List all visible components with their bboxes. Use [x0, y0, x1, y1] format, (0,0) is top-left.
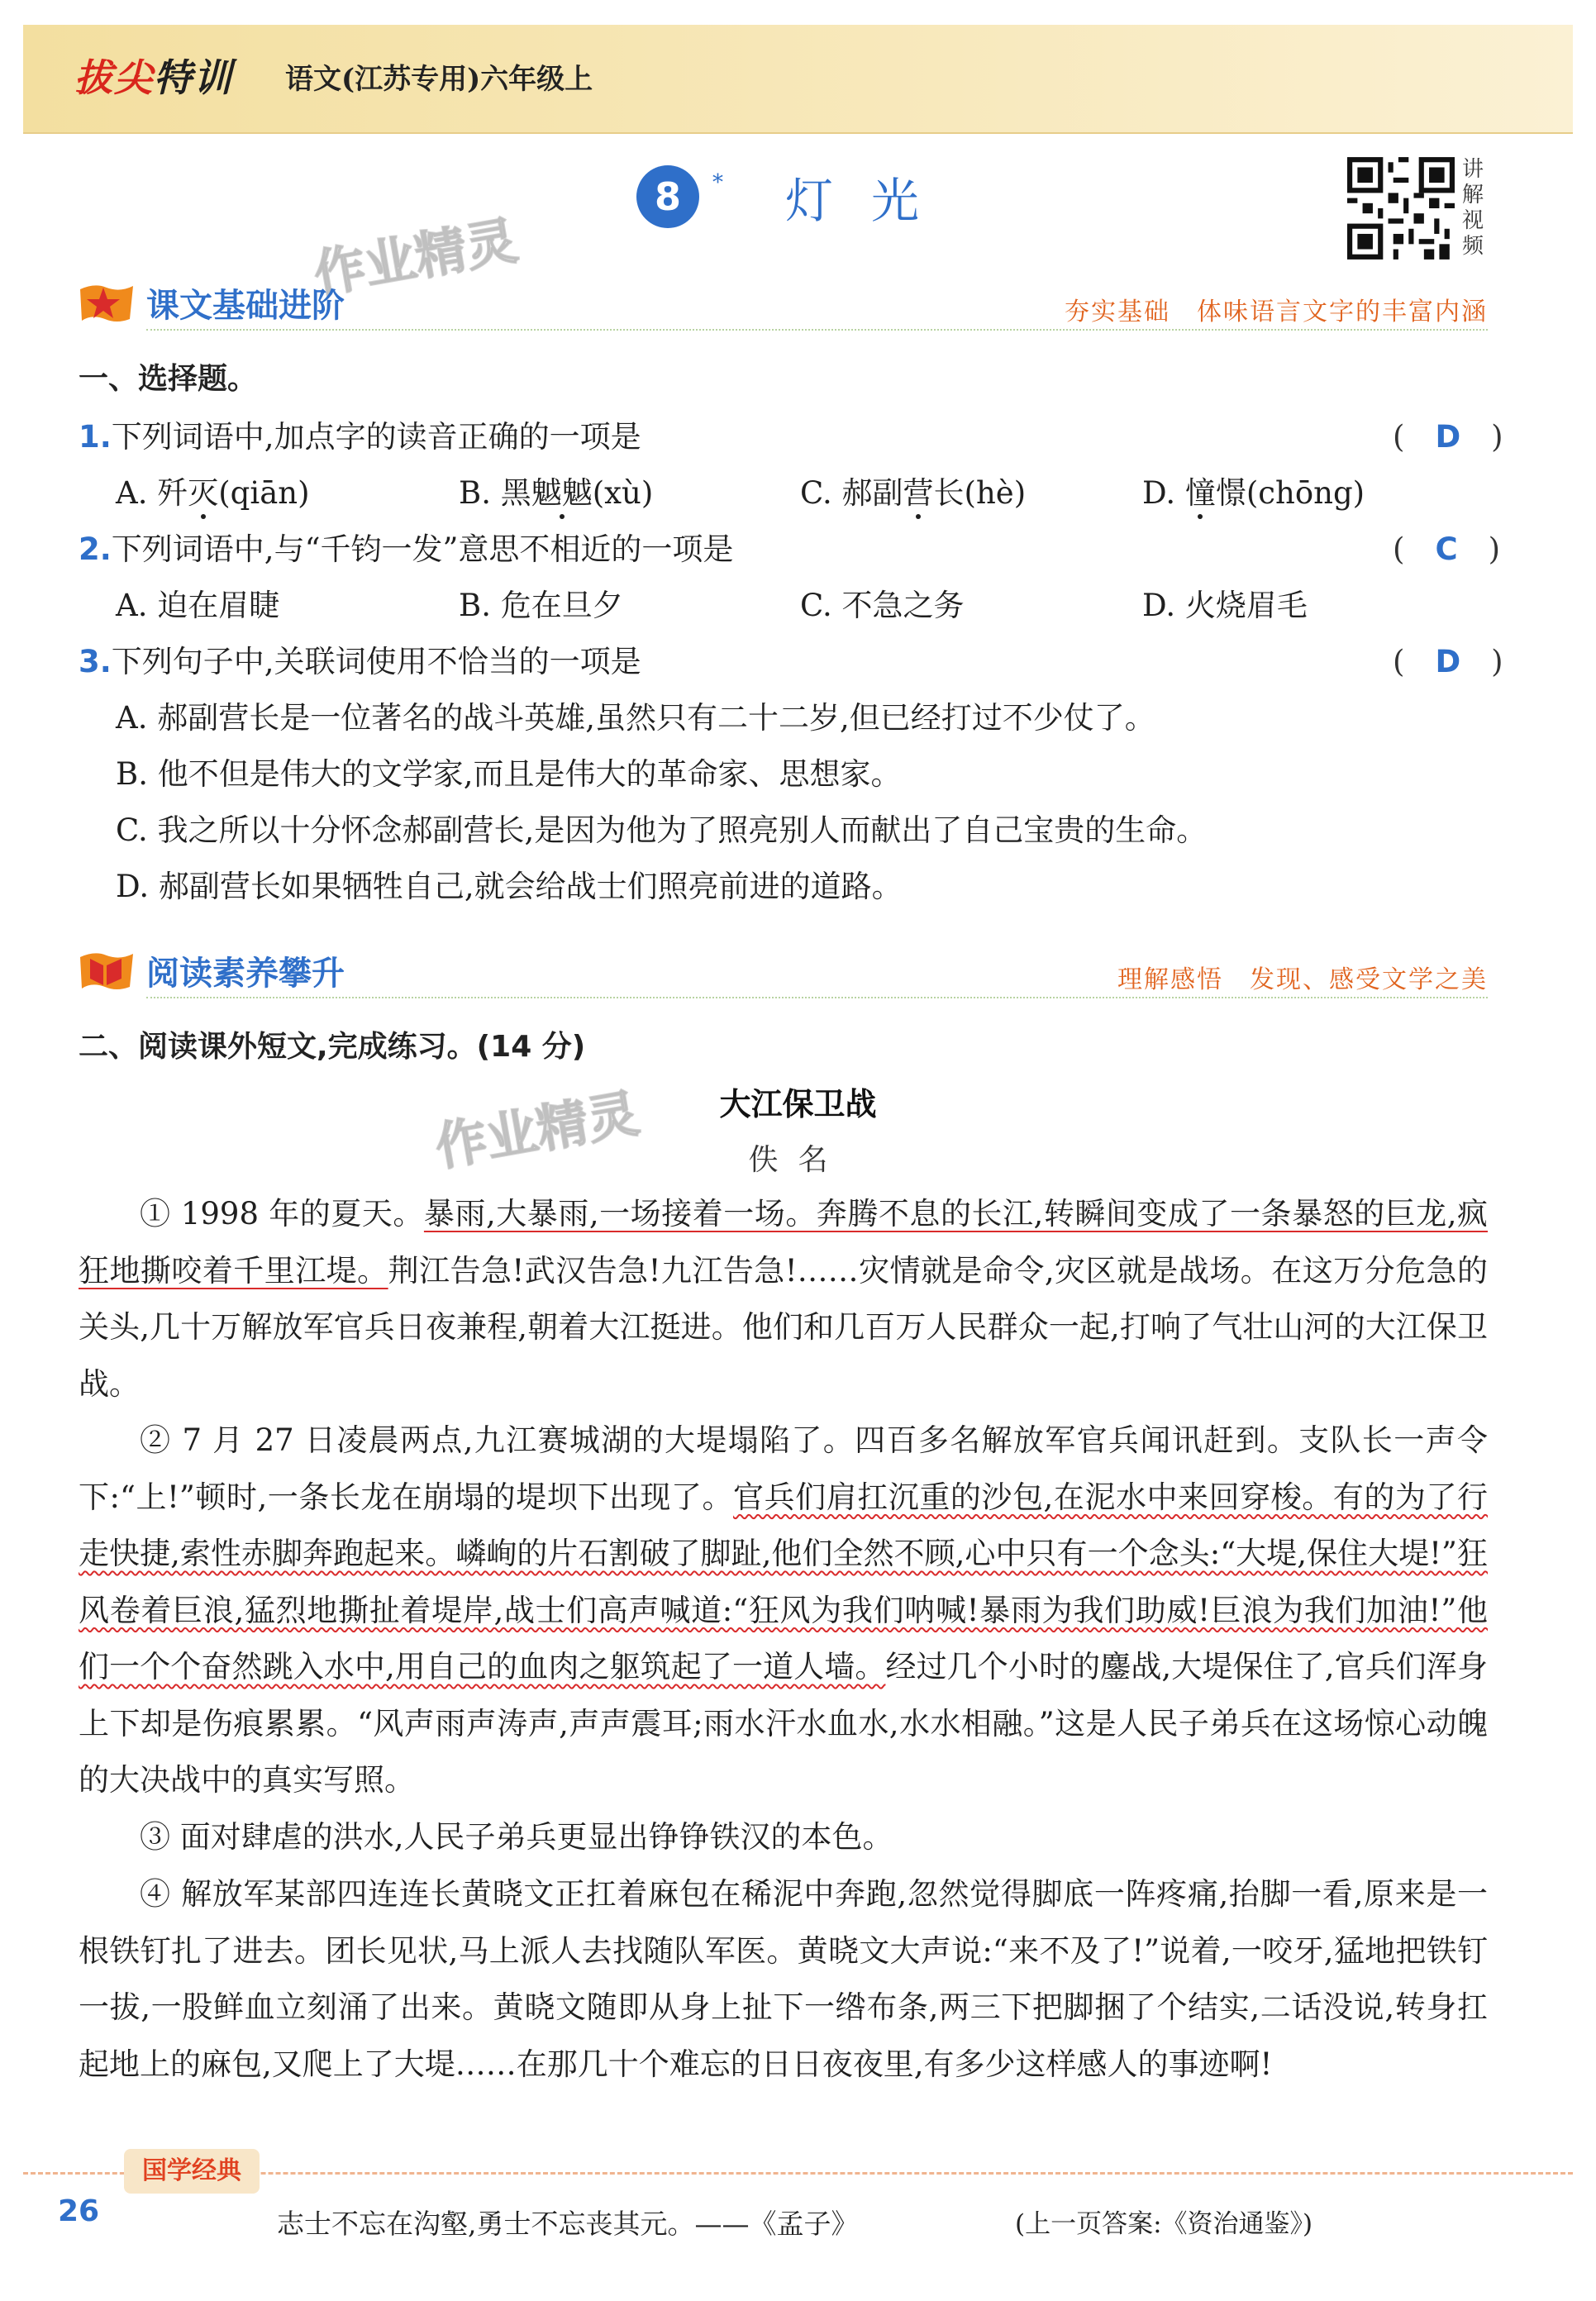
q2-option-a: A. 迫在眉睫 — [116, 588, 280, 623]
q1-option-b: B. 黑魆魆(xù) — [459, 475, 654, 511]
q1-option-d: D. 憧憬(chōng) — [1142, 475, 1365, 511]
article-title: 大江保卫战 — [719, 1086, 877, 1122]
section-bar-reading — [79, 941, 1488, 998]
lesson-number-badge: 8 — [636, 165, 699, 228]
q2-option-c: C. 不急之务 — [800, 588, 965, 623]
section-title: 阅读素养攀升 — [146, 955, 345, 993]
section-title: 课文基础进阶 — [146, 287, 345, 325]
article-author: 佚名 — [748, 1143, 848, 1177]
qr-video-label: 讲解视频 — [1461, 157, 1484, 259]
brand-logo: 拔尖特训 — [74, 55, 233, 100]
book-flag-icon — [79, 946, 135, 992]
watermark-middle: 作业精灵 — [431, 1082, 644, 1178]
q1-option-a: A. 歼灭(qiān) — [116, 475, 310, 511]
page-header — [23, 25, 1573, 134]
section-divider — [146, 329, 1488, 331]
lesson-star: * — [712, 170, 723, 195]
classics-badge: 国学经典 — [124, 2149, 260, 2194]
q3-option-a: A. 郝副营长是一位著名的战斗英雄,虽然只有二十二岁,但已经打过不少仗了。 — [116, 700, 1155, 736]
subject-label: 语文(江苏专用)六年级上 — [285, 63, 593, 96]
paragraph-3: ③ 面对肆虐的洪水,人民子弟兵更显出铮铮铁汉的本色。 — [140, 1819, 893, 1855]
star-flag-icon — [79, 278, 135, 324]
part1-heading: 一、选择题。 — [79, 362, 258, 396]
q2-option-b: B. 危在旦夕 — [459, 588, 623, 623]
paragraph-2: ② 7 月 27 日凌晨两点,九江赛城湖的大堤塌陷了。四百多名解放军官兵闻讯赶到。支队长一声令下:“上!”顿时,一条长龙在崩塌的堤坝下出现了。官兵们肩扛沉重的沙包,在泥水中来回穿梭。有的为了行走快捷,索性赤脚奔跑起来。嶙峋的片石割破了脚趾,他们全然不顾,心中只有一个念头:“大堤,保住大堤!”狂风卷着巨浪,猛烈地撕扯着堤岸,战士们高声喊道:“狂风为我们呐喊!暴雨为我们助威!巨浪为我们加油!”他们一个个奋然跳入水中,用自己的血肉之躯筑起了一道人墙。经过几个小时的鏖战,大堤保住了,官兵们浑身上下却是伤痕累累。“风声雨声涛声,声声震耳;雨水汗水血水,水水相融。”这是人民子弟兵在这场惊心动魄的大决战中的真实写照。 — [79, 1422, 1488, 1798]
q3-option-d: D. 郝副营长如果牺牲自己,就会给战士们照亮前进的道路。 — [116, 869, 903, 904]
q3-option-b: B. 他不但是伟大的文学家,而且是伟大的革命家、思想家。 — [116, 756, 902, 792]
part2-heading: 二、阅读课外短文,完成练习。(14 分) — [79, 1030, 586, 1064]
classics-quote: 志士不忘在沟壑,勇士不忘丧其元。——《孟子》 — [277, 2208, 859, 2240]
question-3: 3.下列句子中,关联词使用不恰当的一项是 — [79, 644, 641, 679]
watermark-top: 作业精灵 — [309, 209, 522, 305]
question-1: 1.下列词语中,加点字的读音正确的一项是 — [79, 419, 641, 455]
answer-1: ( D ) — [1393, 419, 1503, 455]
answer-3: ( D ) — [1393, 644, 1503, 679]
underlined-sentence-straight: 暴雨,大暴雨,一场接着一场。奔腾不息的长江,转瞬间变成了一条暴怒的巨龙,疯狂地撕咬着千里江堤。 — [79, 1196, 1489, 1289]
page-number: 26 — [58, 2194, 100, 2228]
paragraph-4: ④ 解放军某部四连连长黄晓文正扛着麻包在稀泥中奔跑,忽然觉得脚底一阵疼痛,抬脚一看,原来是一根铁钉扎了进去。团长见状,马上派人去找随队军医。黄晓文大声说:“来不及了!”说着,一咬牙,猛地把铁钉一拔,一股鲜血立刻涌了出来。黄晓文随即从身上扯下一绺布条,两三下把脚捆了个结实,二话没说,转身扛起地上的麻包,又爬上了大堤……在那几十个难忘的日日夜夜里,有多少这样感人的事迹啊! — [79, 1876, 1488, 2082]
section-motto: 理解感悟 发现、感受文学之美 — [1117, 965, 1488, 994]
section-bar-basics — [79, 273, 1488, 331]
answer-2: ( C ) — [1393, 531, 1501, 567]
section-divider — [146, 997, 1488, 998]
q1-option-c: C. 郝副营长(hè) — [800, 475, 1027, 511]
underlined-passage-wavy: 官兵们肩扛沉重的沙包,在泥水中来回穿梭。有的为了行走快捷,索性赤脚奔跑起来。嶙峋的片石割破了脚趾,他们全然不顾,心中只有一个念头:“大堤,保住大堤!”狂风卷着巨浪,猛烈地撕扯着堤岸,战士们高声喊道:“狂风为我们呐喊!暴雨为我们助威!巨浪为我们加油!”他们一个个奋然跳入水中,用自己的血肉之躯筑起了一道人墙。 — [79, 1479, 1488, 1684]
qr-code-icon[interactable] — [1347, 157, 1455, 260]
question-2: 2.下列词语中,与“千钧一发”意思不相近的一项是 — [79, 531, 734, 567]
paragraph-1: ① 1998 年的夏天。暴雨,大暴雨,一场接着一场。奔腾不息的长江,转瞬间变成了一条暴怒的巨龙,疯狂地撕咬着千里江堤。荆江告急!武汉告急!九江告急!……灾情就是命令,灾区就是战场。在这万分危急的关头,几十万解放军官兵日夜兼程,朝着大江挺进。他们和几百万人民群众一起,打响了气壮山河的大江保卫战。 — [79, 1196, 1489, 1402]
q2-option-d: D. 火烧眉毛 — [1142, 588, 1308, 623]
q3-option-c: C. 我之所以十分怀念郝副营长,是因为他为了照亮别人而献出了自己宝贵的生命。 — [116, 812, 1208, 848]
previous-page-answer: (上一页答案:《资治通鉴》) — [1015, 2209, 1313, 2239]
section-motto: 夯实基础 体味语言文字的丰富内涵 — [1065, 298, 1488, 326]
lesson-title: 灯光 — [785, 173, 958, 229]
